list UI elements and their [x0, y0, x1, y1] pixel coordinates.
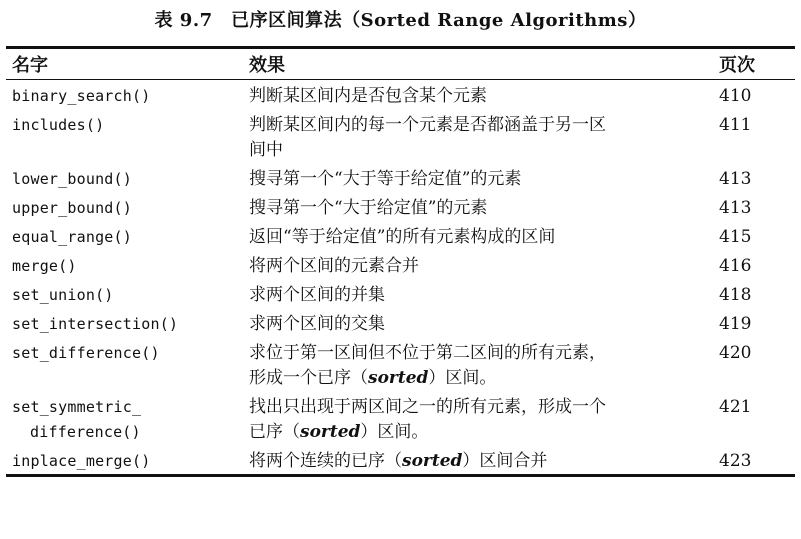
function-name [6, 341, 249, 366]
table-row [6, 308, 795, 337]
function-name-line: set_intersection() [12, 315, 179, 333]
function-name [6, 449, 249, 474]
function-name-line: binary_search() [12, 87, 151, 105]
function-effect [249, 283, 719, 308]
effect-line: 求位于第一区间但不位于第二区间的所有元素， [249, 343, 606, 363]
page-number: 413 [719, 198, 752, 218]
function-name-line: set_union() [12, 286, 114, 304]
page-number: 413 [719, 169, 752, 189]
effect-line: 将两个连续的已序（sorted）区间合并 [249, 451, 548, 471]
table-row [6, 279, 795, 308]
effect-line: 判断某区间内的每一个元素是否都涵盖于另一区 [249, 115, 606, 135]
effect-line: 找出只出现于两区间之一的所有元素，形成一个 [249, 397, 606, 417]
table-row [6, 192, 795, 221]
table-caption: 表 9.7 已序区间算法（Sorted Range Algorithms） [154, 10, 647, 31]
function-name-line: merge() [12, 257, 77, 275]
function-effect [249, 113, 719, 163]
page-number: 419 [719, 314, 752, 334]
function-name-line: upper_bound() [12, 199, 132, 217]
table-row [6, 391, 795, 445]
table-row [6, 337, 795, 391]
function-name-line: equal_range() [12, 228, 132, 246]
effect-line: 形成一个已序（sorted）区间。 [249, 368, 497, 388]
function-name [6, 283, 249, 308]
effect-line: 搜寻第一个“大于给定值”的元素 [249, 198, 488, 218]
function-effect [249, 196, 719, 221]
page-number: 423 [719, 451, 752, 471]
table-row [6, 109, 795, 163]
function-effect [249, 254, 719, 279]
function-name [6, 167, 249, 192]
function-name-line: difference() [30, 423, 141, 441]
table-header-row [6, 49, 795, 80]
page-number: 421 [719, 397, 752, 417]
function-name [6, 254, 249, 279]
effect-line: 间中 [249, 140, 283, 160]
effect-line: 返回“等于给定值”的所有元素构成的区间 [249, 227, 556, 247]
function-effect [249, 341, 719, 391]
table-row [6, 80, 795, 109]
effect-line: 求两个区间的交集 [249, 314, 385, 334]
function-effect [249, 167, 719, 192]
page-number: 411 [719, 115, 752, 135]
page-number: 415 [719, 227, 752, 247]
function-name-line: set_difference() [12, 344, 160, 362]
function-name [6, 113, 249, 138]
header-name: 名字 [12, 55, 48, 76]
function-effect [249, 225, 719, 250]
function-name [6, 395, 249, 445]
table-row [6, 250, 795, 279]
function-name-line: inplace_merge() [12, 452, 151, 470]
function-name [6, 84, 249, 109]
page-number: 420 [719, 343, 752, 363]
function-name-line: includes() [12, 116, 105, 134]
function-name-line: lower_bound() [12, 170, 132, 188]
function-effect [249, 84, 719, 109]
table-row [6, 221, 795, 250]
function-name-line: set_symmetric_ [12, 398, 142, 416]
table-body [6, 80, 795, 474]
function-name [6, 225, 249, 250]
table-row [6, 445, 795, 474]
header-effect: 效果 [249, 55, 285, 76]
function-effect [249, 312, 719, 337]
function-effect [249, 395, 719, 445]
page-number: 418 [719, 285, 752, 305]
effect-line: 搜寻第一个“大于等于给定值”的元素 [249, 169, 522, 189]
effect-line: 将两个区间的元素合并 [249, 256, 419, 276]
effect-line: 判断某区间内是否包含某个元素 [249, 86, 487, 106]
page-number: 416 [719, 256, 752, 276]
header-page: 页次 [719, 55, 755, 76]
page-number: 410 [719, 86, 752, 106]
effect-line: 已序（sorted）区间。 [249, 422, 429, 442]
function-name [6, 196, 249, 221]
table-row [6, 163, 795, 192]
function-name [6, 312, 249, 337]
effect-line: 求两个区间的并集 [249, 285, 385, 305]
function-effect [249, 449, 719, 474]
sorted-range-algorithms-table [6, 46, 795, 477]
